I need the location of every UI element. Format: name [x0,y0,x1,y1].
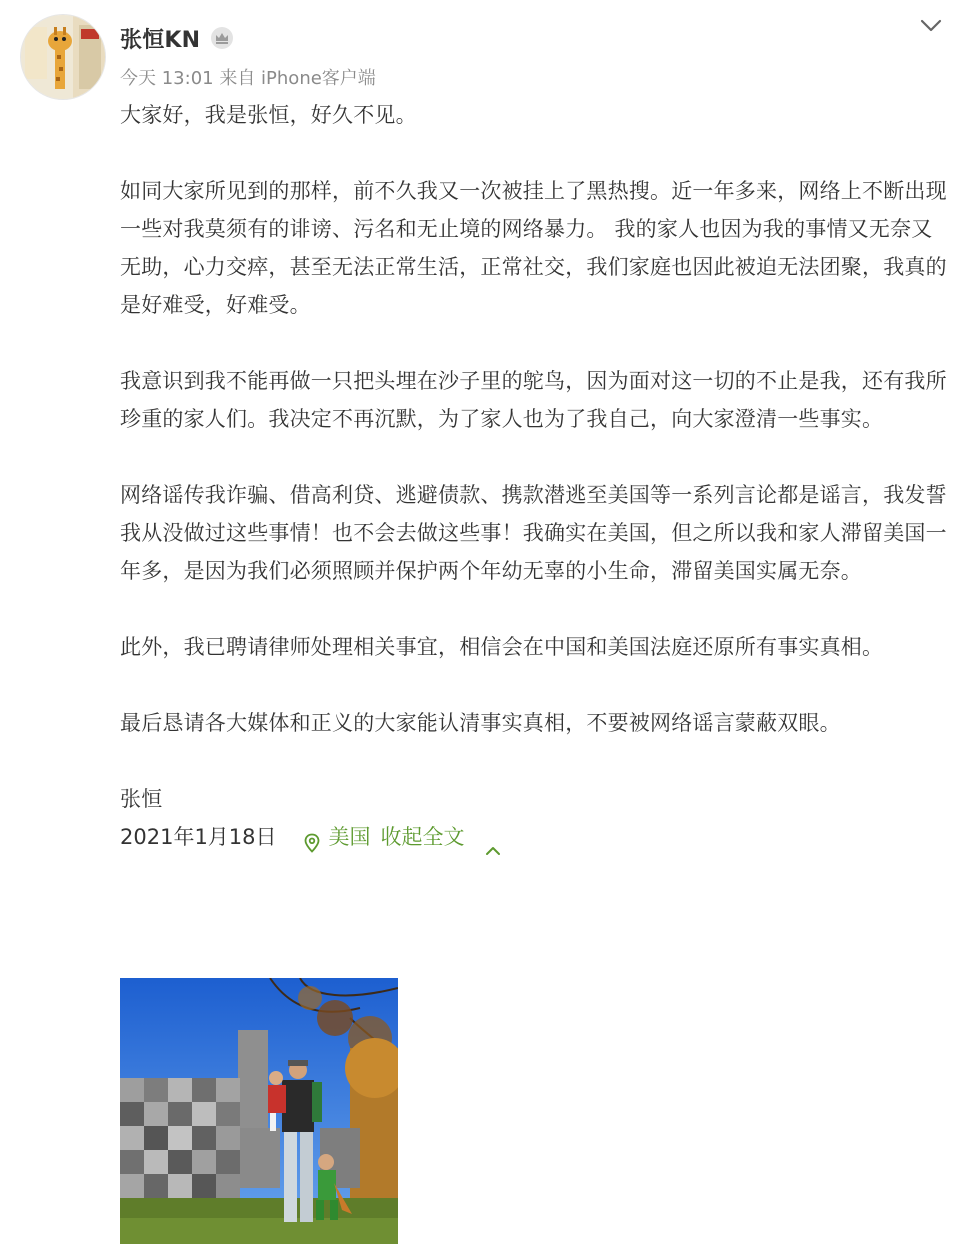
post-paragraph: 最后恳请各大媒体和正义的大家能认清事实真相，不要被网络谣言蒙蔽双眼。 [120,711,841,735]
author-row [120,22,234,54]
post-footer [120,818,950,856]
post-photo[interactable] [120,978,398,1244]
collapse-button[interactable] [381,818,501,856]
location-link[interactable] [303,818,371,856]
post-meta: 今天 13:01 来自 iPhone客户端 [120,68,376,89]
chevron-down-icon[interactable] [919,14,943,36]
avatar[interactable] [20,14,106,100]
post-paragraph: 此外，我已聘请律师处理相关事宜，相信会在中国和美国法庭还原所有事实真相。 [120,635,884,659]
post-paragraph: 网络谣传我诈骗、借高利贷、逃避债款、携款潜逃至美国等一系列言论都是谣言，我发誓我从没做过这些事情！也不会去做这些事！我确实在美国，但之所以我和家人滞留美国一年多，是因为我们必须照顾并保护两个年幼无辜的小生命，滞留美国实属无奈。 [120,483,947,583]
author-name[interactable]: 张恒KN [120,27,201,53]
avatar-image [21,15,105,99]
chevron-up-icon [485,831,501,843]
location-label: 美国 [328,825,371,849]
post-date: 2021年1月18日 [120,825,277,849]
crown-icon[interactable] [210,26,234,50]
collapse-label: 收起全文 [380,825,465,849]
post-paragraph: 如同大家所见到的那样，前不久我又一次被挂上了黑热搜。近一年多来，网络上不断出现一些对我莫须有的诽谤、污名和无止境的网络暴力。 我的家人也因为我的事情又无奈又无助，心力交瘁，甚至无法正常生活，正常社交，我们家庭也因此被迫无法团聚，我真的是好难受，好难受。 [120,179,947,317]
post-paragraph: 大家好，我是张恒，好久不见。 [120,103,417,127]
post-paragraph: 我意识到我不能再做一只把头埋在沙子里的鸵鸟，因为面对这一切的不止是我，还有我所珍重的家人们。我决定不再沉默，为了家人也为了我自己，向大家澄清一些事实。 [120,369,947,431]
post-content [120,96,950,856]
location-pin-icon [303,827,321,847]
post-signature: 张恒 [120,787,163,811]
